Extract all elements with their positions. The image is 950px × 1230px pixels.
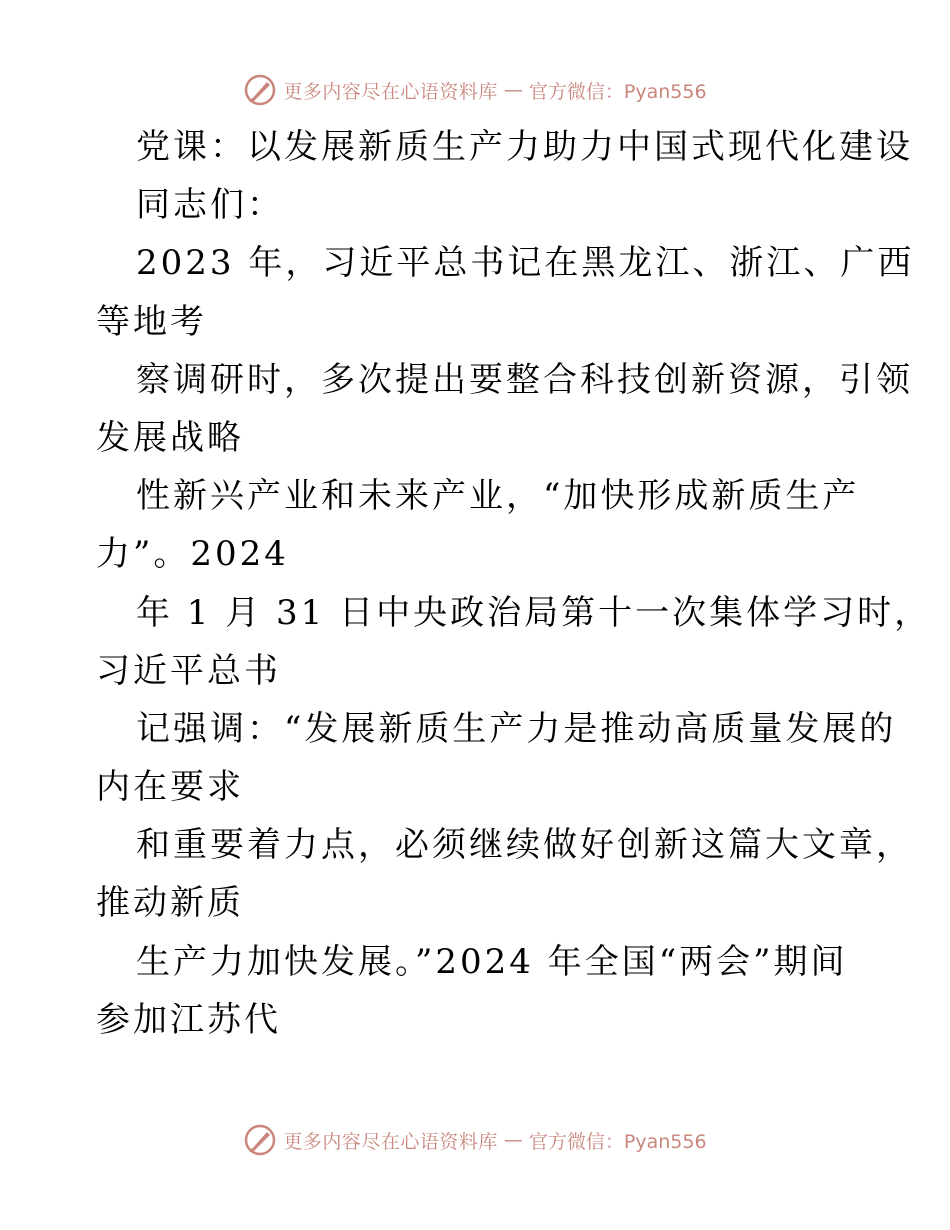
watermark-separator: —	[503, 79, 523, 101]
text-line: 记强调：“发展新质生产力是推动高质量发展的	[136, 708, 897, 749]
document-body	[96, 118, 932, 1049]
text-line: 等地考	[96, 301, 207, 342]
watermark-brand: 更多内容尽在心语资料库	[283, 80, 498, 103]
text-line: 推动新质	[96, 883, 244, 924]
text-line: 2023 年，习近平总书记在黑龙江、浙江、广西	[136, 243, 915, 284]
quill-pen-logo-icon	[243, 1123, 277, 1157]
watermark-separator: —	[503, 1129, 523, 1151]
text-line: 内在要求	[96, 767, 244, 808]
watermark-brand: 更多内容尽在心语资料库	[283, 1130, 498, 1153]
text-line: 察调研时，多次提出要整合科技创新资源，引领	[136, 359, 913, 400]
quill-pen-logo-icon	[243, 73, 277, 107]
text-line: 性新兴产业和未来产业，“加快形成新质生产	[136, 476, 860, 517]
footer-watermark	[0, 1120, 950, 1160]
text-line: 生产力加快发展。”2024 年全国“两会”期间	[136, 941, 848, 982]
text-line: 习近平总书	[96, 650, 281, 691]
text-line: 同志们：	[136, 185, 284, 226]
text-line: 发展战略	[96, 417, 244, 458]
text-line: 参加江苏代	[96, 999, 281, 1040]
watermark-contact: 官方微信：Pyan556	[528, 80, 707, 103]
text-line: 年 1 月 31 日中央政治局第十一次集体学习时，	[136, 592, 932, 633]
header-watermark	[0, 70, 950, 110]
watermark-contact: 官方微信：Pyan556	[528, 1130, 707, 1153]
text-line: 力”。2024	[96, 534, 289, 575]
text-line: 和重要着力点，必须继续做好创新这篇大文章，	[136, 825, 913, 866]
text-line: 党课：以发展新质生产力助力中国式现代化建设	[136, 127, 913, 167]
